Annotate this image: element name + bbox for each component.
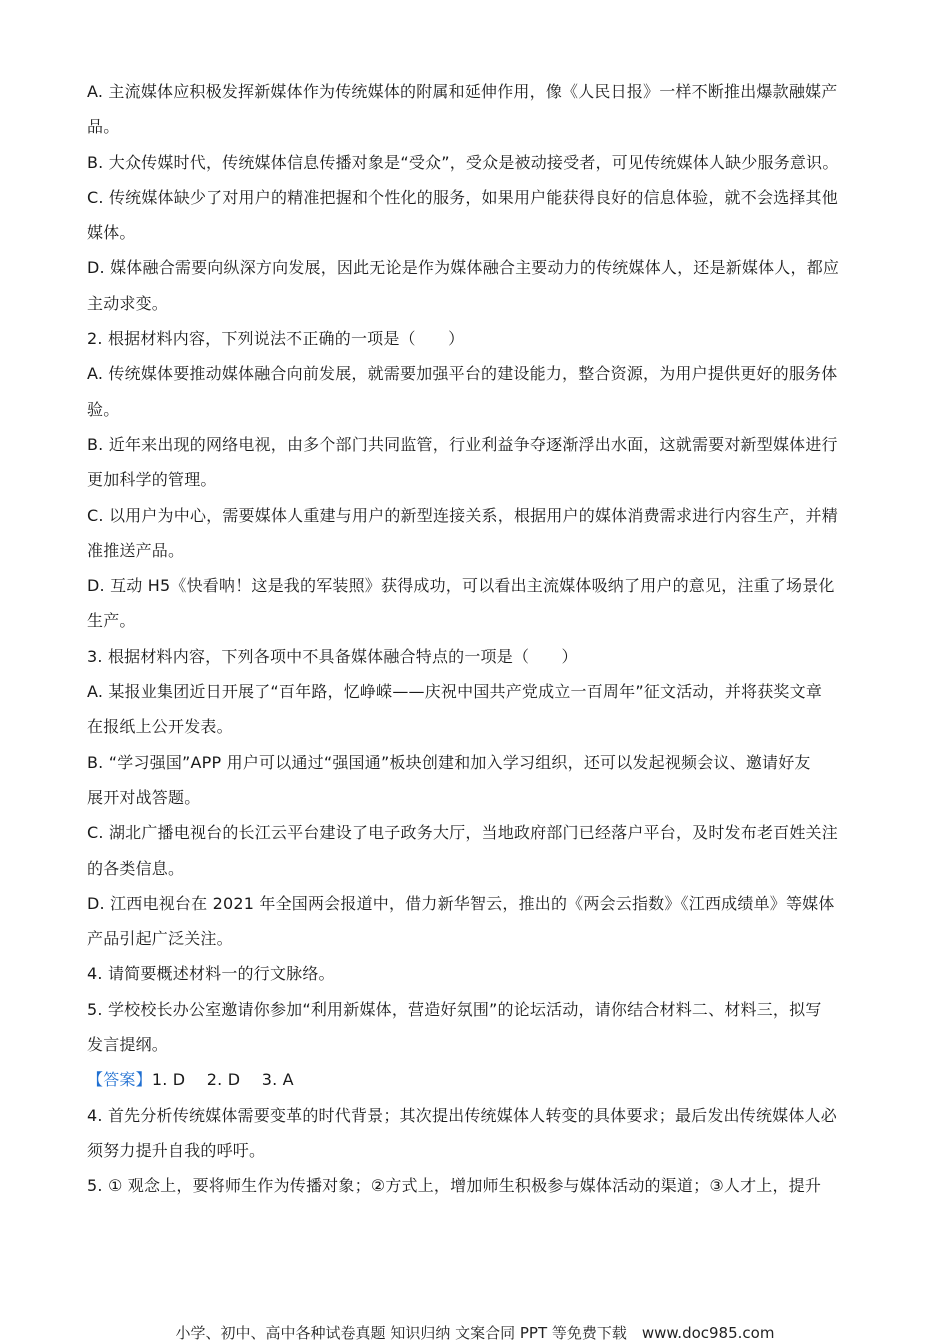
option-2c-line-2: 准推送产品。 xyxy=(87,540,185,560)
option-3a-line-1: A. 某报业集团近日开展了“百年路，忆峥嵘——庆祝中国共产党成立一百周年”征文活动，并将获奖文章 xyxy=(87,682,823,702)
question-5-line-1: 5. 学校校长办公室邀请你参加“利用新媒体，营造好氛围”的论坛活动，请你结合材料二、材料三，拟写 xyxy=(87,999,822,1019)
question-2: 2. 根据材料内容，下列说法不正确的一项是（ ） xyxy=(87,329,465,349)
option-2d-line-1: D. 互动 H5《快看呐！这是我的军装照》获得成功，可以看出主流媒体吸纳了用户的意见，注重了场景化 xyxy=(87,576,835,596)
option-3b-line-1: B. “学习强国”APP 用户可以通过“强国通”板块创建和加入学习组织，还可以发起视频会议、邀请好友 xyxy=(87,752,811,772)
page-footer: 小学、初中、高中各种试卷真题 知识归纳 文案合同 PPT 等免费下载 www.doc985.com xyxy=(175,1324,775,1342)
answer-4-line-1: 4. 首先分析传统媒体需要变革的时代背景；其次提出传统媒体人转变的具体要求；最后发出传统媒体人必 xyxy=(87,1105,837,1125)
option-2a-line-1: A. 传统媒体要推动媒体融合向前发展，就需要加强平台的建设能力，整合资源，为用户提供更好的服务体 xyxy=(87,364,838,384)
option-2b-line-2: 更加科学的管理。 xyxy=(87,470,217,490)
option-1d-line-2: 主动求变。 xyxy=(87,293,169,313)
question-5-line-2: 发言提纲。 xyxy=(87,1035,169,1055)
option-2a-line-2: 验。 xyxy=(87,399,120,419)
option-3a-line-2: 在报纸上公开发表。 xyxy=(87,717,233,737)
option-3c-line-2: 的各类信息。 xyxy=(87,858,185,878)
answer-line xyxy=(87,1062,867,1097)
option-1a-line-1: A. 主流媒体应积极发挥新媒体作为传统媒体的附属和延伸作用，像《人民日报》一样不断推出爆款融媒产 xyxy=(87,82,838,101)
option-2d-line-2: 生产。 xyxy=(87,611,136,631)
option-3d-line-2: 产品引起广泛关注。 xyxy=(87,929,233,949)
option-2c-line-1: C. 以用户为中心，需要媒体人重建与用户的新型连接关系，根据用户的媒体消费需求进行内容生产，并精 xyxy=(87,505,838,525)
option-1a-line-2: 品。 xyxy=(87,117,120,137)
answer-text: 1. D 2. D 3. A xyxy=(151,1070,294,1090)
option-1c-line-2: 媒体。 xyxy=(87,223,136,243)
option-2b-line-1: B. 近年来出现的网络电视，由多个部门共同监管，行业利益争夺逐渐浮出水面，这就需要对新型媒体进行 xyxy=(87,434,838,454)
option-1d-line-1: D. 媒体融合需要向纵深方向发展，因此无论是作为媒体融合主要动力的传统媒体人，还是新媒体人，都应 xyxy=(87,258,840,278)
option-1c-line-1: C. 传统媒体缺少了对用户的精准把握和个性化的服务，如果用户能获得良好的信息体验，就不会选择其他 xyxy=(87,187,838,207)
answer-tag: 【答案】 xyxy=(87,1070,152,1090)
answer-5-line-1: 5. ① 观念上，要将师生作为传播对象；②方式上，增加师生积极参与媒体活动的渠道；③人才上，提升 xyxy=(87,1176,822,1196)
option-3b-line-2: 展开对战答题。 xyxy=(87,787,201,807)
question-3: 3. 根据材料内容，下列各项中不具备媒体融合特点的一项是（ ） xyxy=(87,646,578,666)
answer-4-line-2: 须努力提升自我的呼吁。 xyxy=(87,1140,266,1160)
document-body xyxy=(87,74,867,1204)
option-3c-line-1: C. 湖北广播电视台的长江云平台建设了电子政务大厅，当地政府部门已经落户平台，及时发布老百姓关注 xyxy=(87,823,838,843)
option-1b-line-1: B. 大众传媒时代，传统媒体信息传播对象是“受众”，受众是被动接受者，可见传统媒体人缺少服务意识。 xyxy=(87,152,839,172)
option-3d-line-1: D. 江西电视台在 2021 年全国两会报道中，借力新华智云，推出的《两会云指数》《江西成绩单》等媒体 xyxy=(87,893,835,913)
question-4: 4. 请简要概述材料一的行文脉络。 xyxy=(87,964,335,984)
